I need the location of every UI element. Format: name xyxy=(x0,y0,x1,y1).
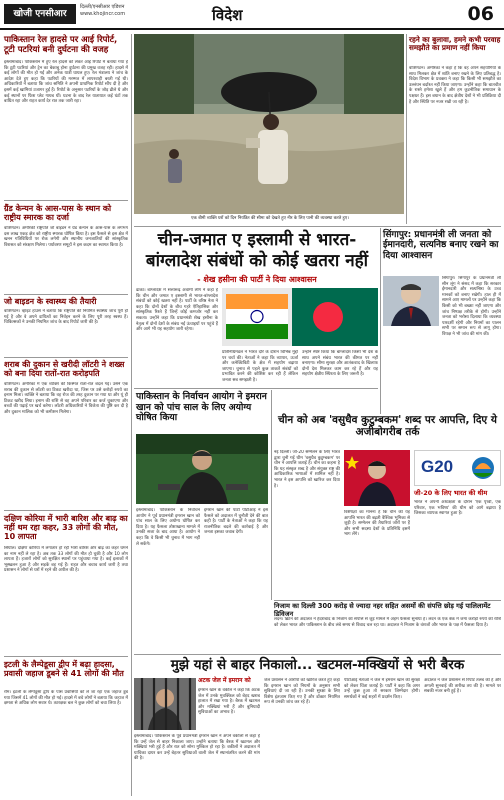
column-rule xyxy=(271,390,272,600)
divider xyxy=(134,388,378,389)
nizam-body: लंदन। ब्रिटेन की अदालत ने हैदराबाद के निजाम की संपत्ति से जुड़े मामले में अहम फैसला सुनाया है। लंदन के एक बैंक में जमा करोड़ों रुपये की राशि को लेकर भारत और पाकिस्तान के बीच लंबे समय से विवाद चल रहा था। अदालत ने निजाम के वंशजों और भारत के पक्ष में फैसला दिया है। xyxy=(274,617,501,628)
main-headline-line1: चीन-जमात ए इस्लामी से भारत- xyxy=(157,230,357,250)
main-subhead: - शेख हसीना की पार्टी ने दिया आश्वासन xyxy=(197,275,317,284)
story4-body: वॉशिंगटन। अमेरिका में एक व्यक्ति की किस्मत रातों-रात बदल गई। उसने एक शराब की दुकान से लॉटरी का टिकट खरीदा था, जिस पर उसे करोड़ों रुपये का इनाम मिला। व्यक्ति ने बताया कि वह रोज की तरह दुकान पर गया था और यूं ही टिकट खरीद लिया। इनाम की राशि से वह अपने परिवार का कर्ज चुकाएगा और बच्चों की पढ़ाई पर खर्च करेगा। लॉटरी अधिकारियों ने विजेता की पुष्टि कर दी है और दुकान मालिक को भी कमीशन मिलेगा। xyxy=(4,382,128,415)
story2-headline: ग्रैंड केन्यन के आस-पास के स्थान को राष्ट्रीय स्मारक का दर्जा xyxy=(4,204,112,223)
flags-image xyxy=(222,288,378,346)
flood-photo-caption: एक बीमी व्यक्ति घरों को दिन नियंत्रित की सीमा को देखते हुए नीर के लिए पानी की व्यवस्था करते हुए। xyxy=(191,216,349,221)
main-body-col3: उन्होंने स्पष्ट किया कि बांग्लादेश किसी भी देश के साथ अपने संबंध भारत की कीमत पर नहीं बनाएगा। सीमा सुरक्षा और आतंकवाद के खिलाफ दोनों देश मिलकर काम कर रहे हैं और यह सहयोग क्षेत्रीय स्थिरता के लिए जरूरी है। xyxy=(302,350,378,378)
right-top-headline: रहने का बुलावा, हमने कभी परवाह समझौते का प्रमाण नहीं किया xyxy=(409,35,501,53)
story3-body: वाशिंगटन। व्हाइट हाउस ने बताया कि राष्ट्रपति की नियमित स्वास्थ्य जांच पूरी हो गई है और वे अपने दायित्वों का निर्वहन करने के लिए पूरी तरह स्वस्थ हैं। चिकित्सकों ने उनकी नियमित जांच के बाद रिपोर्ट जारी की है। xyxy=(4,309,128,326)
main-body-col1: ढाका। बांग्लादेश में सत्तारूढ़ अवामी लीग ने कहा है कि चीन और जमात ए इस्लामी से भारत-बांग्लादेश संबंधों को कोई खतरा नहीं है। पार्टी के वरिष्ठ नेता ने कहा कि दोनों देशों के बीच गहरे ऐतिहासिक और सांस्कृतिक रिश्ते हैं जिन्हें कोई कमजोर नहीं कर सकता। उन्होंने कहा कि प्रधानमंत्री शेख हसीना के नेतृत्व में दोनों देशों के संबंध नई ऊंचाइयों पर पहुंचे हैं और आगे भी यह सहयोग जारी रहेगा। xyxy=(136,288,218,333)
page-number: 06 xyxy=(467,3,494,25)
china-body-col2: विशेषज्ञों का मानना है कि चीन की यह आपत्ति भारत की बढ़ती वैश्विक भूमिका से जुड़ी है। सम्मेलन की तैयारियां जोरों पर हैं और सभी सदस्य देशों के प्रतिनिधि इसमें भाग लेंगे। xyxy=(344,510,410,538)
divider xyxy=(4,200,128,201)
divider xyxy=(4,294,128,295)
column-rule xyxy=(380,228,381,414)
column-rule xyxy=(406,34,407,224)
india-bangladesh-flags xyxy=(222,288,378,346)
singapore-body-continued xyxy=(383,330,439,412)
pm-portrait-image xyxy=(383,276,439,326)
story1-headline: पाकिस्तान रेल हादसे पर आई रिपोर्ट, टूटी पटरियां बनी दुर्घटना की वजह xyxy=(4,35,118,55)
divider xyxy=(134,654,501,655)
g20-logo xyxy=(414,450,501,486)
column-rule xyxy=(131,34,132,796)
divider xyxy=(4,656,128,657)
singapore-headline: सिंगापुर: प्रधानमंत्री ली जनता को ईमानदारी, सत्यनिष्ठ बनाए रखने का दिया आश्वासन xyxy=(383,230,499,261)
g20-side-headline: जी-20 के लिए भारत की थीम xyxy=(414,489,488,497)
story6-body: रोम। इटली के लैम्पेडूसा द्वीप के पास प्रवासियों को ले जा रहा एक जहाज डूब गया जिसमें 41 लोगों की मौत हो गई। हादसे में बचे लोगों ने बताया कि जहाज में क्षमता से अधिक लोग सवार थे। तटरक्षक बल ने कुछ लोगों को बचा लिया है। xyxy=(4,690,128,707)
flood-scene-image xyxy=(134,34,404,214)
bottom-body-col1: इस्लामाबाद। पाकिस्तान के पूर्व प्रधानमंत्री इमरान खान ने अपने वकीलों से कहा है कि उन्हें जेल से बाहर निकाला जाए। उन्होंने बताया कि बैरक में खटमल और मक्खियां भरी हुई हैं और रात को सोना मुश्किल हो रहा है। वकीलों ने अदालत में याचिका दायर कर उन्हें बेहतर सुविधाओं वाली जेल में स्थानांतरित करने की मांग की है। xyxy=(134,734,260,762)
pakistan-body-col2: इमरान खान की पार्टी पीटीआई ने इस फैसले को अदालत में चुनौती देने की बात कही है। पार्टी के नेताओं ने कहा कि यह राजनीतिक बदले की कार्रवाई है और जनता इसका जवाब देगी। xyxy=(204,508,268,536)
divider xyxy=(274,600,501,601)
pakistan-body-col1: इस्लामाबाद। पाकिस्तान के निर्वाचन आयोग ने पूर्व प्रधानमंत्री इमरान खान को पांच साल के लिए अयोग्य घोषित कर दिया है। यह फैसला तोशाखाना मामले में उनकी सजा के बाद आया है। आयोग ने कहा कि वे किसी भी चुनाव में भाग नहीं ले सकेंगे। xyxy=(136,508,200,547)
edition-line-2: www.khojincr.com xyxy=(80,11,126,17)
edition-line-1: दिल्ली/एनसीआर एडिशन xyxy=(80,4,125,10)
newspaper-logo: खोजी एनसीआर xyxy=(4,4,76,24)
jail-photo xyxy=(134,678,196,730)
bottom-headline: मुझे यहां से बाहर निकालो... खटमल-मक्खियों से भरी बैरक xyxy=(170,657,465,673)
divider xyxy=(134,226,501,227)
flood-photo xyxy=(134,34,404,214)
story5-body: सियोल। दक्षिण कोरिया में लगातार हो रही भारी बारिश और बाढ़ का कहर थमने का नाम नहीं ले रहा है। अब तक 33 लोगों की मौत हो चुकी है और 10 लोग लापता हैं। हजारों लोगों को सुरक्षित स्थानों पर पहुंचाया गया है। कई इलाकों में भूस्खलन हुआ है और सड़कें बह गई हैं। राहत और बचाव कार्य जारी है तथा प्रशासन ने लोगों से घरों में रहने की अपील की है। xyxy=(4,546,128,574)
imran-khan-image xyxy=(136,434,268,504)
main-body-col2: प्रतिनिधिमंडल ने भारत दौरे के दौरान विभिन्न मुद्दों पर चर्चा की। नेताओं ने कहा कि व्यापार, ऊर्जा और कनेक्टिविटी के क्षेत्र में सहयोग बढ़ाया जाएगा। चुनाव से पहले कुछ ताकतें संबंधों को प्रभावित करने की कोशिश कर रही हैं लेकिन जनता सब समझती है। xyxy=(222,350,298,383)
story1-body: इस्लामाबाद। पाकिस्तान में हुए रेल हादसे को लेकर आई रिपोर्ट में बताया गया है कि टूटी पटरियां और ट्रेन का बेकाबू होना दुर्घटना की प्रमुख वजह रही। हादसे में कई लोगों की मौत हो गई और अनेक यात्री घायल हुए। रेल मंत्रालय ने जांच के आदेश देते हुए कहा कि पटरियों की मरम्मत में लापरवाही बरती गई थी। अधिकारियों ने बताया कि जांच समिति ने अपनी प्राथमिक रिपोर्ट सौंप दी है और इसमें कई खामियां उजागर हुई हैं। रिपोर्ट के अनुसार पटरियों के जोड़ ढीले थे और कई स्थानों पर फिश प्लेट गायब थीं। घटना के बाद रेल यातायात कई घंटों तक बाधित रहा और राहत कार्य देर रात तक जारी रहा। xyxy=(4,60,128,105)
story4-headline: शराब की दुकान से खरीदी लॉटरी ने शख्स को बना दिया रातों-रात करोड़पति xyxy=(4,360,125,379)
singapore-body: सिंगापुर। सिंगापुर के प्रधानमंत्री ली सीन लूंग ने संसद में कहा कि सरकार ईमानदारी और सत्यनिष्ठा के उच्च मानकों को बनाए रखेगी। हाल ही में सामने आए मामलों पर उन्होंने कहा कि किसी को भी बख्शा नहीं जाएगा और जांच निष्पक्ष तरीके से होगी। उन्होंने जनता को भरोसा दिलाया कि व्यवस्था पारदर्शी रहेगी और नियमों का पालन सभी पर समान रूप से लागू होगा। विपक्ष ने भी जांच की मांग की। xyxy=(442,276,501,337)
xi-jinping-image xyxy=(344,450,410,506)
story5-headline: दक्षिण कोरिया में भारी बारिश और बाढ़ का नहीं थम रहा कहर, 33 लोगों की मौत, 10 लापता xyxy=(4,514,128,542)
story6-headline: इटली के लैम्पेडूसा द्वीप में बढ़ा हादसा, प्रवासी जहाज डूबने से 41 लोगों की मौत xyxy=(4,660,124,679)
imran-photo xyxy=(136,434,268,504)
bottom-side-headline: अटक जेल में इमरान को xyxy=(198,677,251,684)
bottom-body-col3: पीटीआई नेताओं ने जेल में इमरान खान की सुरक्षा को लेकर चिंता जताई है। पार्टी ने कहा कि अगर उन्हें कुछ हुआ तो सरकार जिम्मेदार होगी। समर्थकों ने कई शहरों में प्रदर्शन किए। xyxy=(344,678,420,700)
bottom-body-col2: जेल प्रशासन ने आरोपों को खारिज करते हुए कहा कि इमरान खान को नियमों के अनुसार सभी सुविधाएं दी जा रही हैं। उनकी सुरक्षा के लिए विशेष इंतजाम किए गए हैं और डॉक्टर नियमित रूप से उनकी जांच कर रहे हैं। xyxy=(264,678,340,706)
nizam-headline: निजाम का दिल्ली 300 करोड़ से ज्यादा नहर सहित असमों की संपत्ति छोड़ गई पालिलामेंट डिविजन xyxy=(274,602,491,618)
china-headline: चीन को अब 'वसुधैव कुटुम्बकम' शब्द पर आपत्ति, दिए ये अजीबोगरीब तर्क xyxy=(277,414,497,439)
divider xyxy=(4,357,128,358)
xi-photo xyxy=(344,450,410,506)
main-headline-line2: बांग्लादेश संबंधों को कोई खतरा नहीं xyxy=(145,251,369,271)
pm-portrait xyxy=(383,276,439,326)
edition-meta xyxy=(80,4,125,18)
bottom-side-body: इमरान खान के वकील ने कहा कि अटक जेल में उनके मुवक्किल को बेहद खराब हालात में रखा गया है। बैरक में खटमल और मक्खियां भरी हैं और बुनियादी सुविधाओं का अभाव है। xyxy=(198,688,260,716)
prison-bars-image xyxy=(134,678,196,730)
story3-headline: जो बाइडन के स्वास्थ्य की तैयारी xyxy=(4,297,97,306)
section-title: विदेश xyxy=(212,6,243,24)
story2-body: वॉशिंगटन। अमेरिकी राष्ट्रपति जो बाइडन ने ग्रैंड केन्यन के आस-पास के लगभग दस लाख एकड़ क्षेत्र को राष्ट्रीय स्मारक घोषित किया है। इस फैसले से इस क्षेत्र में खनन गतिविधियों पर रोक लगेगी और स्थानीय जनजातियों की सांस्कृतिक विरासत को संरक्षण मिलेगा। पर्यावरण समूहों ने इस कदम का स्वागत किया है। xyxy=(4,226,128,248)
china-body-col1: नई दिल्ली। जी-20 सम्मेलन के लिए भारत द्वारा चुनी गई थीम 'वसुधैव कुटुम्बकम' पर चीन ने आपत्ति जताई है। चीन का कहना है कि यह संस्कृत शब्द है और संयुक्त राष्ट्र की आधिकारिक भाषाओं में शामिल नहीं है। भारत ने इस आपत्ति को खारिज कर दिया है। xyxy=(274,450,340,489)
divider xyxy=(4,510,128,511)
masthead xyxy=(0,0,504,30)
right-top-body: वॉशिंगटन। अमेरिका ने कहा है कि वह अपने सहयोगियों के साथ मिलकर क्षेत्र में शांति बनाए रखने के लिए प्रतिबद्ध है। विदेश विभाग के प्रवक्ता ने कहा कि किसी भी समझौते का उल्लंघन बर्दाश्त नहीं किया जाएगा। उन्होंने कहा कि बातचीत के रास्ते हमेशा खुले हैं और हम कूटनीतिक समाधान के पक्षधर हैं। इस बयान के बाद क्षेत्रीय देशों ने भी प्रतिक्रिया दी है और स्थिति पर नजर रखी जा रही है। xyxy=(409,66,501,105)
g20-side-body: भारत ने अपनी अध्यक्षता के दौरान 'एक पृथ्वी, एक परिवार, एक भविष्य' की थीम को आगे बढ़ाया है जिसका व्यापक स्वागत हुआ है। xyxy=(414,500,501,517)
g20-logo-text: G20 xyxy=(421,457,454,476)
pakistan-headline: पाकिस्तान के निर्वाचन आयोग ने इमरान खान को पांच साल के लिए अयोग्य घोषित किया xyxy=(136,391,267,424)
bottom-body-col4: अदालत ने जेल प्रशासन से रिपोर्ट तलब की है और अगली सुनवाई की तारीख तय की है। मामले पर सबकी नजर बनी हुई है। xyxy=(424,678,501,695)
